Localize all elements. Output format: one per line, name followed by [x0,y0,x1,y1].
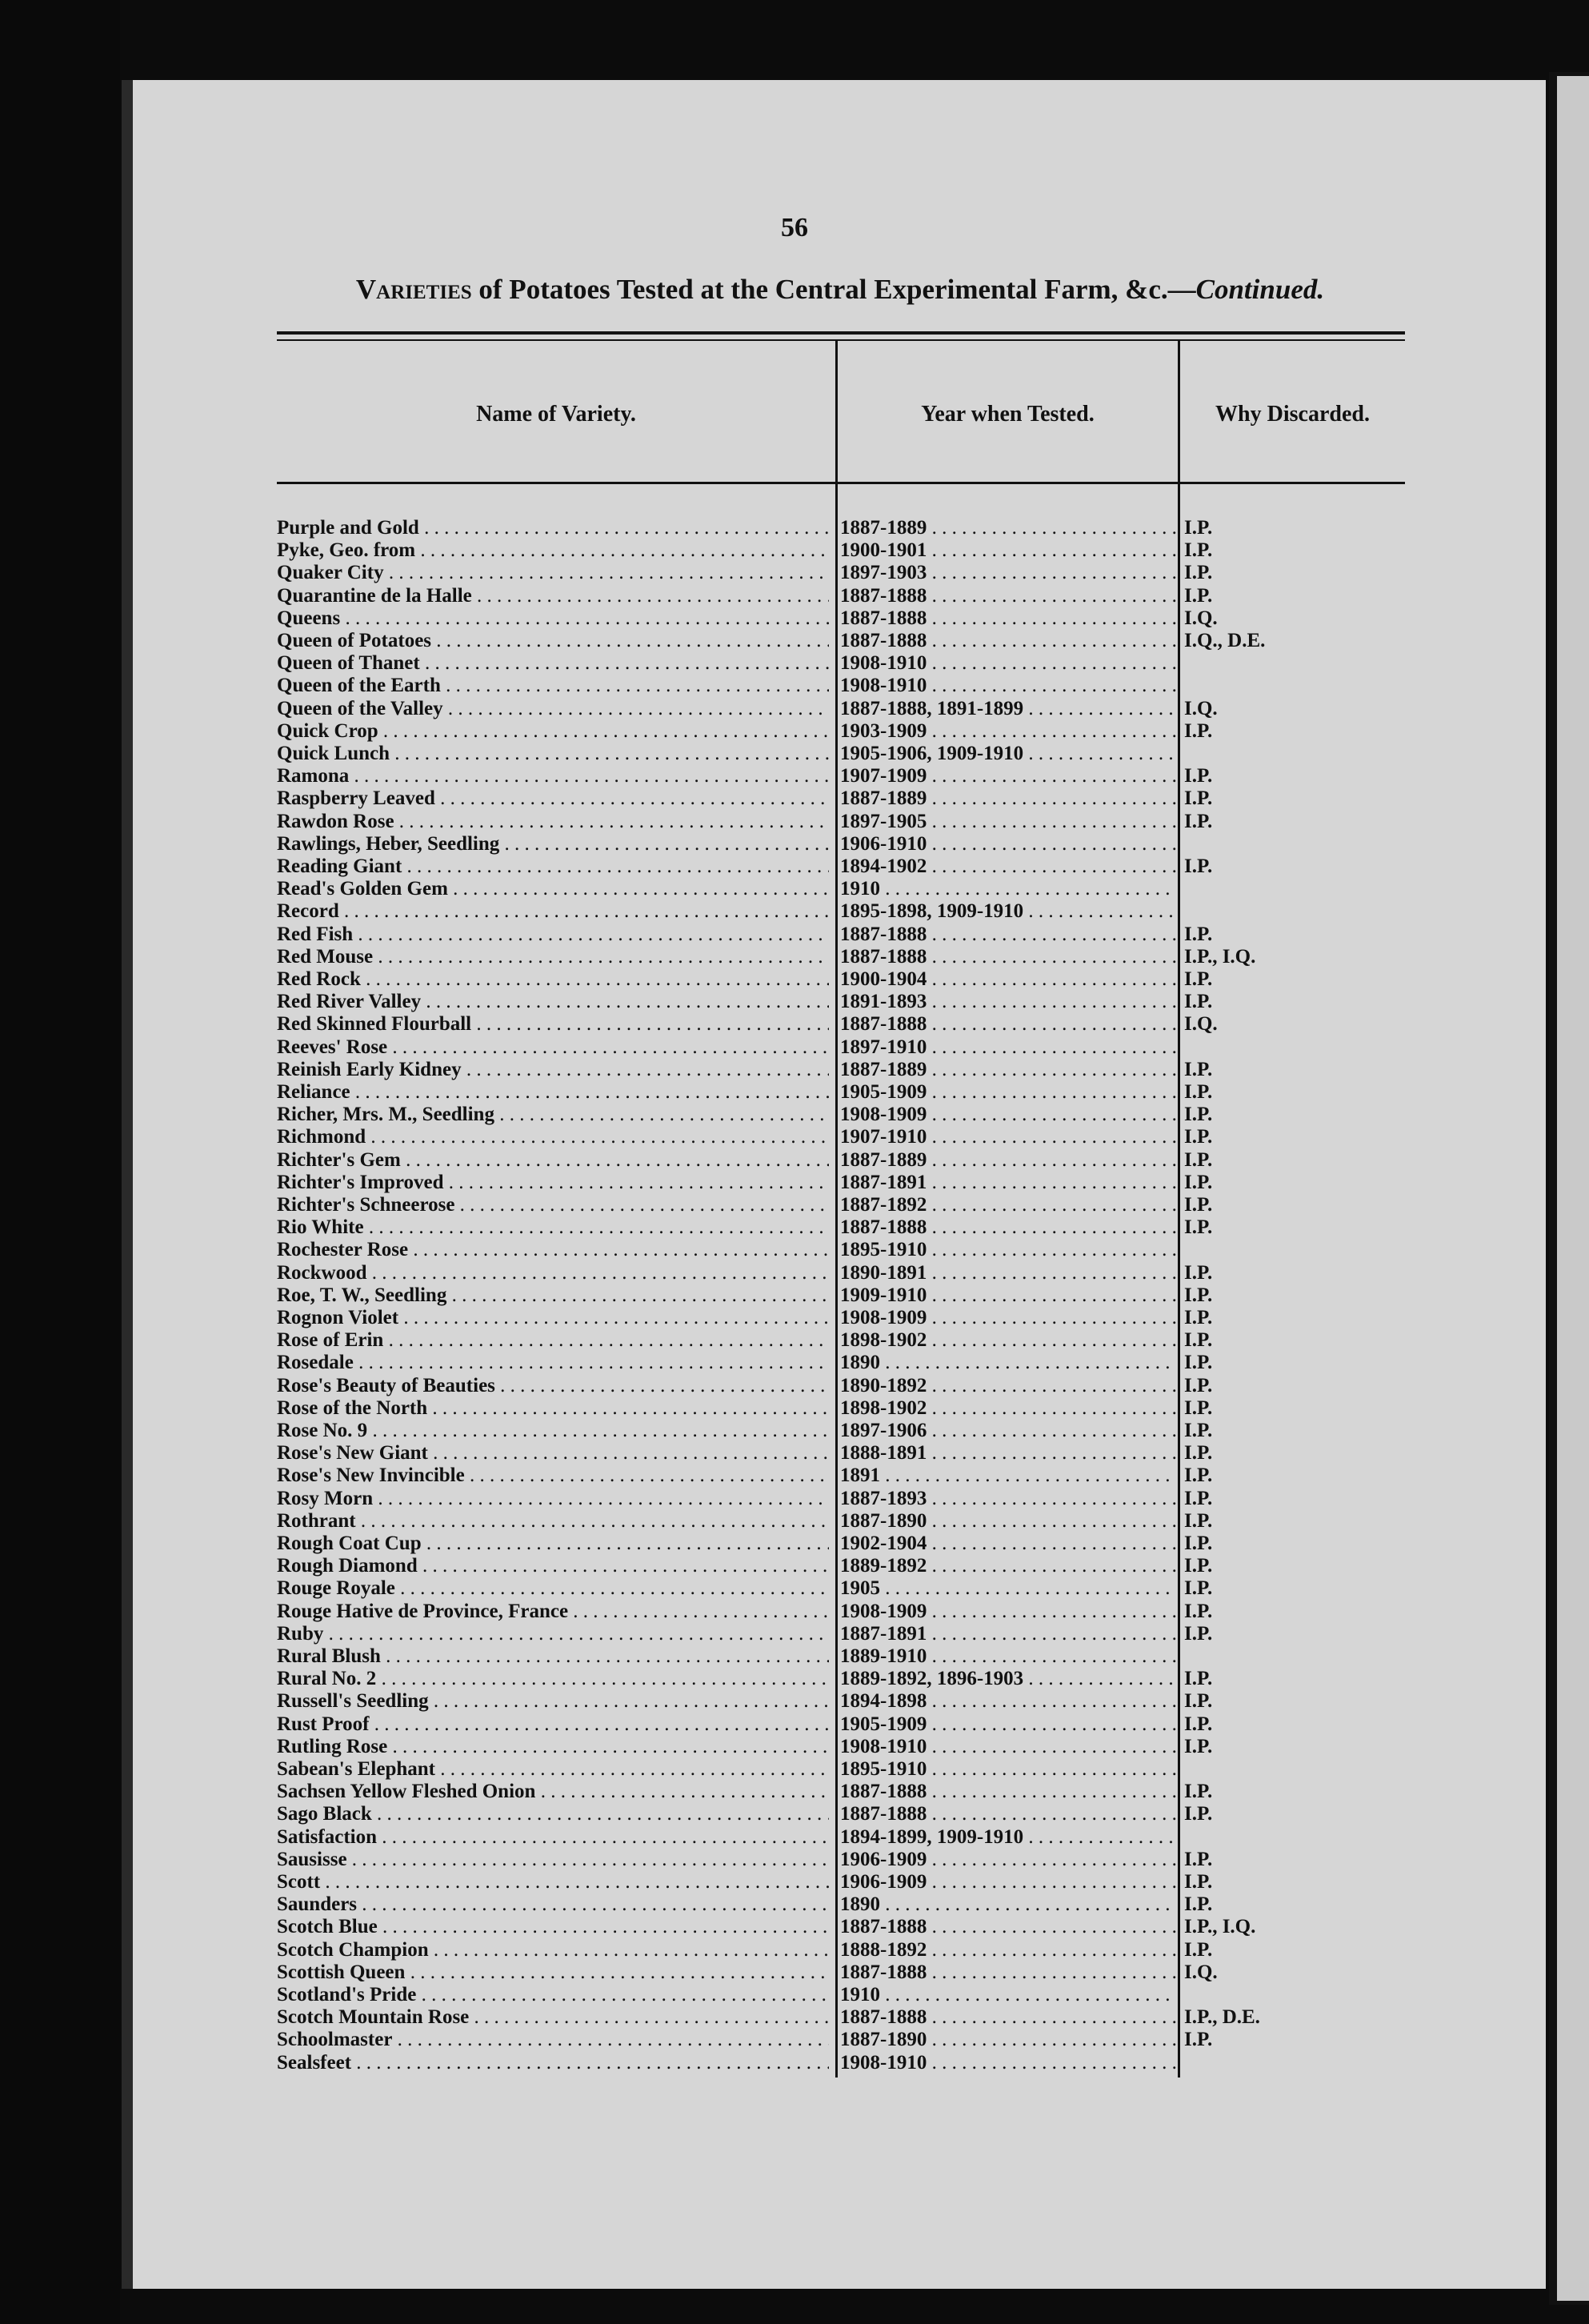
why-discarded: I.P. [1184,1081,1213,1103]
variety-name: Red Skinned Flourball . . . [277,1013,829,1036]
year-tested: 1909-1910 . . . [840,1284,1176,1307]
table-row [0,1668,1589,1690]
year-tested: 1888-1892 . . . [840,1939,1176,1961]
table-row [0,1736,1589,1758]
table-row [0,1262,1589,1284]
year-tested: 1891 . . . [840,1465,1176,1487]
table-row [0,1577,1589,1600]
year-tested: 1890 . . . [840,1893,1176,1916]
why-discarded: I.P. [1184,1533,1213,1554]
variety-name: Saunders . . . [277,1893,829,1916]
year-tested: 1906-1909 . . . [840,1871,1176,1893]
variety-name: Sachsen Yellow Fleshed Onion . . . [277,1781,829,1803]
why-discarded: I.P. [1184,1194,1213,1216]
variety-name: Scotland's Pride . . . [277,1984,829,2006]
year-tested: 1897-1910 . . . [840,1036,1176,1059]
variety-name: Red Rock . . . [277,968,829,991]
variety-name: Quaker City . . . [277,562,829,584]
table-row [0,1059,1589,1081]
why-discarded: I.P. [1184,1058,1213,1080]
variety-name: Queen of the Earth . . . [277,675,829,697]
year-tested: 1887-1890 . . . [840,2029,1176,2051]
year-tested: 1898-1902 . . . [840,1329,1176,1352]
year-tested: 1906-1909 . . . [840,1849,1176,1871]
why-discarded: I.P. [1184,1442,1213,1465]
why-discarded: I.Q. [1184,607,1218,629]
year-tested: 1908-1910 . . . [840,1736,1176,1758]
variety-name: Satisfaction . . . [277,1826,829,1849]
why-discarded: I.P. [1184,1396,1213,1419]
table-row [0,2006,1589,2029]
table-row [0,1036,1589,1059]
year-tested: 1887-1888 . . . [840,1916,1176,1938]
year-tested: 1905-1909 . . . [840,1081,1176,1104]
why-discarded: I.P. [1184,1735,1213,1757]
table-row [0,833,1589,855]
table-row [0,765,1589,787]
year-tested: 1889-1892 . . . [840,1555,1176,1577]
year-tested: 1891-1893 . . . [840,991,1176,1013]
why-discarded: I.P. [1184,584,1213,607]
year-tested: 1887-1888 . . . [840,607,1176,630]
page-title [272,274,1408,306]
table-row [0,1601,1589,1623]
table-row [0,1420,1589,1442]
year-tested: 1897-1906 . . . [840,1420,1176,1442]
variety-name: Rose No. 9 . . . [277,1420,829,1442]
table-row [0,1375,1589,1397]
variety-name: Quick Crop . . . [277,720,829,743]
variety-name: Reading Giant . . . [277,855,829,878]
year-tested: 1887-1891 . . . [840,1623,1176,1645]
year-tested: 1910 . . . [840,878,1176,900]
why-discarded: I.P. [1184,1284,1213,1306]
variety-name: Roe, T. W., Seedling . . . [277,1284,829,1307]
why-discarded: I.P. [1184,1487,1213,1509]
table-row [0,1533,1589,1555]
table-row [0,900,1589,923]
variety-name: Queen of Thanet . . . [277,652,829,675]
variety-name: Queen of the Valley . . . [277,698,829,720]
why-discarded: I.P., I.Q. [1184,945,1256,968]
why-discarded: I.P. [1184,1803,1213,1825]
title-main: of Potatoes Tested at the Central Experimental Farm, &c.— [471,274,1196,305]
why-discarded: I.P. [1184,1668,1213,1690]
table-row [0,1803,1589,1825]
year-tested: 1890 . . . [840,1352,1176,1374]
variety-name: Rochester Rose . . . [277,1239,829,1261]
table-row [0,811,1589,833]
table-row [0,1104,1589,1126]
variety-name: Reeves' Rose . . . [277,1036,829,1059]
variety-name: Rognon Violet . . . [277,1307,829,1329]
variety-name: Rosedale . . . [277,1352,829,1374]
year-tested: 1907-1909 . . . [840,765,1176,787]
why-discarded: I.P. [1184,1374,1213,1396]
table-row [0,787,1589,810]
year-tested: 1895-1910 . . . [840,1758,1176,1781]
table-row [0,1081,1589,1104]
year-tested: 1887-1893 . . . [840,1488,1176,1510]
why-discarded: I.P. [1184,1509,1213,1532]
year-tested: 1887-1888 . . . [840,1013,1176,1036]
year-tested: 1887-1888 . . . [840,1781,1176,1803]
variety-name: Rawdon Rose . . . [277,811,829,833]
table-row [0,1013,1589,1036]
variety-name: Sabean's Elephant . . . [277,1758,829,1781]
year-tested: 1894-1898 . . . [840,1690,1176,1713]
why-discarded: I.P. [1184,855,1213,877]
variety-name: Richmond . . . [277,1126,829,1148]
table-row [0,1871,1589,1893]
why-discarded: I.Q. [1184,697,1218,719]
variety-name: Rose's Beauty of Beauties . . . [277,1375,829,1397]
variety-name: Purple and Gold . . . [277,517,829,539]
table-row [0,607,1589,630]
table-row [0,1826,1589,1849]
year-tested: 1902-1904 . . . [840,1533,1176,1555]
why-discarded: I.P. [1184,1465,1213,1487]
year-tested: 1887-1888 . . . [840,946,1176,968]
why-discarded: I.P. [1184,1871,1213,1893]
year-tested: 1894-1902 . . . [840,855,1176,878]
year-tested: 1887-1888 . . . [840,1216,1176,1239]
why-discarded: I.P. [1184,1126,1213,1148]
variety-name: Rosy Morn . . . [277,1488,829,1510]
year-tested: 1887-1888, 1891-1899 . . . [840,698,1176,720]
variety-name: Sealsfeet . . . [277,2052,829,2074]
year-tested: 1895-1910 . . . [840,1239,1176,1261]
year-tested: 1905-1906, 1909-1910 . . . [840,743,1176,765]
year-tested: 1887-1888 . . . [840,585,1176,607]
variety-name: Richter's Schneerose . . . [277,1194,829,1216]
variety-name: Pyke, Geo. from . . . [277,539,829,562]
why-discarded: I.P. [1184,539,1213,562]
why-discarded: I.P. [1184,1600,1213,1622]
table-row [0,630,1589,652]
why-discarded: I.P. [1184,765,1213,787]
table-row [0,562,1589,584]
table-row [0,1465,1589,1487]
table-row [0,1758,1589,1781]
year-tested: 1908-1910 . . . [840,652,1176,675]
table-row [0,1939,1589,1961]
table-row [0,1329,1589,1352]
table-row [0,1713,1589,1736]
year-tested: 1887-1891 . . . [840,1172,1176,1194]
table-row [0,2052,1589,2074]
table-row [0,1284,1589,1307]
column-header-year: Year when Tested. [921,402,1095,427]
variety-name: Rawlings, Heber, Seedling . . . [277,833,829,855]
table-row [0,1645,1589,1668]
year-tested: 1908-1910 . . . [840,2052,1176,2074]
header-rule-top [277,331,1405,335]
variety-name: Read's Golden Gem . . . [277,878,829,900]
year-tested: 1898-1902 . . . [840,1397,1176,1420]
table-row [0,1781,1589,1803]
year-tested: 1887-1890 . . . [840,1510,1176,1533]
why-discarded: I.P. [1184,923,1213,945]
year-tested: 1887-1889 . . . [840,1059,1176,1081]
table-row [0,2029,1589,2051]
why-discarded: I.P. [1184,2029,1213,2051]
why-discarded: I.P. [1184,1171,1213,1193]
why-discarded: I.P. [1184,1216,1213,1239]
year-tested: 1889-1910 . . . [840,1645,1176,1668]
why-discarded: I.P. [1184,810,1213,832]
why-discarded: I.P. [1184,787,1213,810]
table-row [0,1352,1589,1374]
table-row [0,1442,1589,1465]
variety-name: Rouge Royale . . . [277,1577,829,1600]
table-row [0,991,1589,1013]
variety-name: Quarantine de la Halle . . . [277,585,829,607]
why-discarded: I.Q., D.E. [1184,630,1266,651]
column-header-why: Why Discarded. [1215,402,1370,427]
variety-name: Rose's New Invincible . . . [277,1465,829,1487]
column-header-rule [277,482,1405,484]
year-tested: 1905-1909 . . . [840,1713,1176,1736]
variety-name: Rose of the North . . . [277,1397,829,1420]
why-discarded: I.P. [1184,1329,1213,1352]
year-tested: 1887-1889 . . . [840,517,1176,539]
year-tested: 1887-1889 . . . [840,1149,1176,1172]
table-row [0,585,1589,607]
why-discarded: I.P., D.E. [1184,2006,1260,2029]
why-discarded: I.P. [1184,968,1213,990]
year-tested: 1887-1888 . . . [840,630,1176,652]
table-row [0,698,1589,720]
year-tested: 1887-1888 . . . [840,1961,1176,1984]
year-tested: 1908-1909 . . . [840,1601,1176,1623]
variety-name: Rough Coat Cup . . . [277,1533,829,1555]
why-discarded: I.P. [1184,562,1213,584]
variety-name: Red Mouse . . . [277,946,829,968]
variety-name: Queens . . . [277,607,829,630]
table-row [0,1488,1589,1510]
header-rule-top-thin [277,339,1405,341]
variety-name: Scotch Champion . . . [277,1939,829,1961]
variety-name: Richter's Gem . . . [277,1149,829,1172]
year-tested: 1908-1909 . . . [840,1307,1176,1329]
table-row [0,1690,1589,1713]
variety-name: Reliance . . . [277,1081,829,1104]
variety-name: Richter's Improved . . . [277,1172,829,1194]
why-discarded: I.Q. [1184,1013,1218,1036]
table-row [0,946,1589,968]
why-discarded: I.P. [1184,1261,1213,1284]
variety-name: Red River Valley . . . [277,991,829,1013]
year-tested: 1890-1891 . . . [840,1262,1176,1284]
variety-name: Sausisse . . . [277,1849,829,1871]
table-row [0,1194,1589,1216]
year-tested: 1905 . . . [840,1577,1176,1600]
year-tested: 1895-1898, 1909-1910 . . . [840,900,1176,923]
year-tested: 1906-1910 . . . [840,833,1176,855]
variety-name: Ramona . . . [277,765,829,787]
variety-name: Red Fish . . . [277,924,829,946]
table-row [0,878,1589,900]
year-tested: 1907-1910 . . . [840,1126,1176,1148]
variety-name: Reinish Early Kidney . . . [277,1059,829,1081]
variety-name: Scott . . . [277,1871,829,1893]
variety-name: Rockwood . . . [277,1262,829,1284]
table-row [0,1216,1589,1239]
why-discarded: I.P. [1184,517,1213,539]
why-discarded: I.P., I.Q. [1184,1916,1256,1938]
why-discarded: I.P. [1184,1148,1213,1171]
table-row [0,1126,1589,1148]
year-tested: 1900-1904 . . . [840,968,1176,991]
why-discarded: I.P. [1184,1848,1213,1870]
why-discarded: I.P. [1184,1713,1213,1735]
table-row [0,1307,1589,1329]
table-row [0,1149,1589,1172]
why-discarded: I.P. [1184,1352,1213,1374]
table-row [0,1916,1589,1938]
variety-name: Queen of Potatoes . . . [277,630,829,652]
variety-name: Sago Black . . . [277,1803,829,1825]
variety-name: Quick Lunch . . . [277,743,829,765]
year-tested: 1910 . . . [840,1984,1176,2006]
year-tested: 1887-1888 . . . [840,1803,1176,1825]
year-tested: 1890-1892 . . . [840,1375,1176,1397]
table-row [0,1510,1589,1533]
why-discarded: I.P. [1184,1690,1213,1713]
column-header-name: Name of Variety. [476,402,636,427]
why-discarded: I.P. [1184,1104,1213,1126]
year-tested: 1887-1889 . . . [840,787,1176,810]
why-discarded: I.P. [1184,1893,1213,1916]
variety-name: Rose of Erin . . . [277,1329,829,1352]
variety-name: Richer, Mrs. M., Seedling . . . [277,1104,829,1126]
variety-name: Ruby . . . [277,1623,829,1645]
year-tested: 1903-1909 . . . [840,720,1176,743]
why-discarded: I.P. [1184,991,1213,1013]
variety-name: Scotch Mountain Rose . . . [277,2006,829,2029]
year-tested: 1894-1899, 1909-1910 . . . [840,1826,1176,1849]
table-row [0,968,1589,991]
variety-name: Rio White . . . [277,1216,829,1239]
variety-name: Raspberry Leaved . . . [277,787,829,810]
variety-name: Rural No. 2 . . . [277,1668,829,1690]
title-suffix: Continued. [1195,274,1325,305]
why-discarded: I.P. [1184,1420,1213,1441]
why-discarded: I.P. [1184,1577,1213,1600]
why-discarded: I.P. [1184,1622,1213,1645]
why-discarded: I.Q. [1184,1961,1218,1983]
table-row [0,1849,1589,1871]
variety-name: Record . . . [277,900,829,923]
variety-name: Rust Proof . . . [277,1713,829,1736]
table-row [0,1893,1589,1916]
table-row [0,743,1589,765]
table-row [0,1623,1589,1645]
why-discarded: I.P. [1184,1781,1213,1803]
title-prefix: Varieties [355,274,472,305]
variety-name: Rutling Rose . . . [277,1736,829,1758]
variety-name: Schoolmaster . . . [277,2029,829,2051]
why-discarded: I.P. [1184,1555,1213,1577]
year-tested: 1887-1892 . . . [840,1194,1176,1216]
variety-name: Scotch Blue . . . [277,1916,829,1938]
table-row [0,1239,1589,1261]
table-row [0,924,1589,946]
year-tested: 1888-1891 . . . [840,1442,1176,1465]
variety-name: Rouge Hative de Province, France . . . [277,1601,829,1623]
table-row [0,1397,1589,1420]
variety-name: Russell's Seedling . . . [277,1690,829,1713]
table-row [0,1961,1589,1984]
table-row [0,720,1589,743]
page-number: 56 [781,213,808,242]
table-row [0,517,1589,539]
year-tested: 1897-1905 . . . [840,811,1176,833]
table-row [0,539,1589,562]
year-tested: 1887-1888 . . . [840,924,1176,946]
table-row [0,1984,1589,2006]
table-row [0,855,1589,878]
year-tested: 1889-1892, 1896-1903 . . . [840,1668,1176,1690]
why-discarded: I.P. [1184,719,1213,742]
why-discarded: I.P. [1184,1307,1213,1328]
year-tested: 1908-1910 . . . [840,675,1176,697]
table-row [0,1555,1589,1577]
table-row [0,1172,1589,1194]
year-tested: 1908-1909 . . . [840,1104,1176,1126]
table-row [0,675,1589,697]
year-tested: 1887-1888 . . . [840,2006,1176,2029]
variety-name: Scottish Queen . . . [277,1961,829,1984]
variety-name: Rothrant . . . [277,1510,829,1533]
variety-name: Rural Blush . . . [277,1645,829,1668]
variety-name: Rose's New Giant . . . [277,1442,829,1465]
why-discarded: I.P. [1184,1938,1213,1961]
variety-name: Rough Diamond . . . [277,1555,829,1577]
year-tested: 1900-1901 . . . [840,539,1176,562]
year-tested: 1897-1903 . . . [840,562,1176,584]
table-row [0,652,1589,675]
